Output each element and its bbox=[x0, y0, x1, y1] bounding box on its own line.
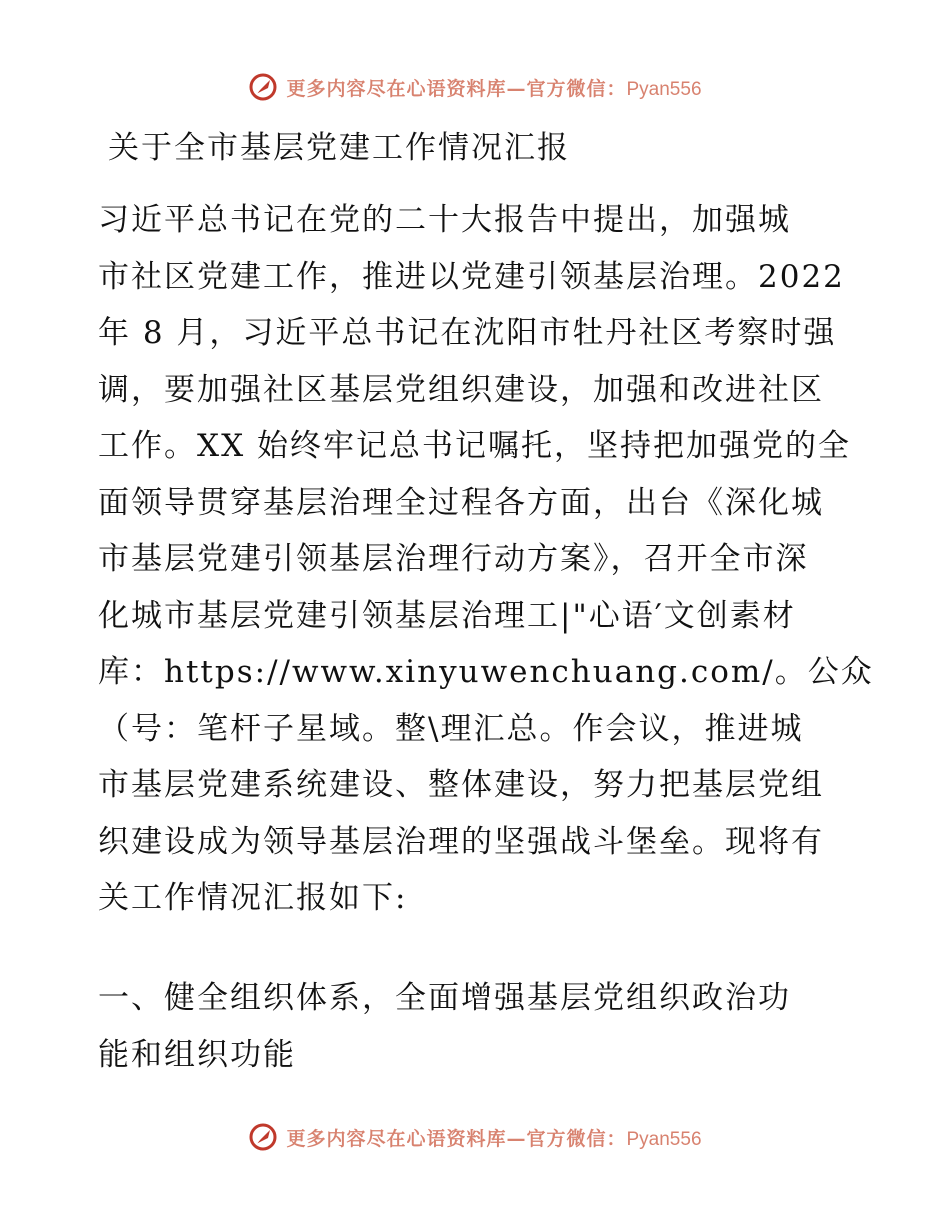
body-line: 库：https://www.xinyuwenchuang.com/。公众 bbox=[98, 654, 874, 690]
body-line: 关工作情况汇报如下: bbox=[98, 880, 408, 916]
body-line: 年 8 月，习近平总书记在沈阳市牡丹社区考察时强 bbox=[98, 315, 837, 351]
watermark-header bbox=[0, 72, 950, 102]
section-heading-line: 能和组织功能 bbox=[98, 1036, 296, 1073]
section-heading bbox=[98, 970, 858, 1083]
body-line: （号：笔杆子星域。整\理汇总。作会议，推进城 bbox=[98, 710, 804, 747]
body-line: 习近平总书记在党的二十大报告中提出，加强城 bbox=[98, 202, 791, 238]
body-line: 市基层党建引领基层治理行动方案》，召开全市深 bbox=[98, 541, 809, 577]
body-paragraph bbox=[98, 192, 874, 927]
body-line: 市社区党建工作，推进以党建引领基层治理。2022 bbox=[98, 258, 845, 295]
body-line: 面领导贯穿基层治理全过程各方面，出台《深化城 bbox=[98, 484, 824, 521]
body-line: 市基层党建系统建设、整体建设，努力把基层党组 bbox=[98, 767, 824, 803]
section-heading-line: 一、健全组织体系，全面增强基层党组织政治功 bbox=[98, 980, 791, 1016]
document-title: 关于全市基层党建工作情况汇报 bbox=[108, 130, 570, 166]
watermark-text: 更多内容尽在心语资料库—官方微信：Pyan556 bbox=[286, 77, 702, 100]
body-line: 化城市基层党建引领基层治理工|"心语′文创素材 bbox=[98, 597, 796, 634]
body-line: 调，要加强社区基层党组织建设，加强和改进社区 bbox=[98, 371, 824, 408]
body-line: 织建设成为领导基层治理的坚强战斗堡垒。现将有 bbox=[98, 823, 824, 860]
watermark-text: 更多内容尽在心语资料库—官方微信：Pyan556 bbox=[286, 1127, 702, 1150]
quill-logo-icon bbox=[248, 1122, 278, 1152]
body-line: 工作。XX 始终牢记总书记嘱托，坚持把加强党的全 bbox=[98, 428, 851, 464]
quill-logo-icon bbox=[248, 72, 278, 102]
watermark-footer bbox=[0, 1122, 950, 1152]
